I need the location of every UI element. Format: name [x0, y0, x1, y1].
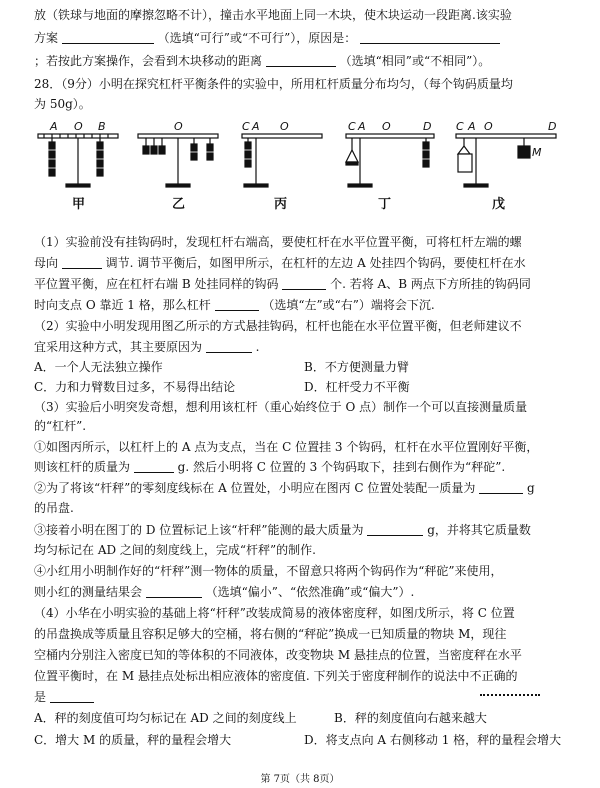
figure-caption: 丙	[274, 197, 288, 212]
point-label: B	[98, 120, 106, 133]
answer-blank	[146, 585, 202, 598]
text-line: （2）实验中小明发现用图乙所示的方式悬挂钩码，杠杆也能在水平位置平衡，但老师建议不	[34, 319, 522, 333]
text-line	[34, 481, 574, 496]
text-line: 的吊盘.	[34, 501, 74, 515]
point-label: A	[358, 120, 366, 133]
figure-yi	[138, 120, 218, 187]
option-d: D．杠杆受力不平衡	[304, 380, 410, 394]
option-c: C．力和力臂数目过多，不易得出结论	[34, 380, 236, 394]
point-label: C	[242, 120, 250, 133]
text-segment: 是	[34, 690, 47, 704]
text-segment: 时向支点 O 靠近 1 格，那么杠杆	[34, 298, 211, 312]
text-line	[34, 585, 574, 600]
text-segment: 则小红的测量结果会	[34, 585, 143, 599]
text-segment: ②为了将该“杆秤”的零刻度线标在 A 位置处，小明应在图丙 C 位置处装配一质量为	[34, 481, 476, 495]
text-segment: g. 然后小明将 C 位置的 3 个钩码取下，挂到右侧作为“秤砣”.	[177, 460, 506, 474]
answer-blank	[367, 523, 423, 536]
answer-blank	[360, 31, 500, 44]
option-c: C．增大 M 的质量，秤的量程会增大	[34, 733, 232, 747]
option-line	[34, 380, 574, 395]
page-footer: 第 7页（共 8页）	[260, 774, 340, 785]
text-line	[34, 298, 574, 313]
text-segment: （选填“可行”或“不可行”），原因是：	[157, 31, 357, 45]
answer-blank	[266, 54, 336, 67]
option-line	[34, 360, 574, 375]
figure-caption: 甲	[72, 197, 86, 212]
text-line	[34, 54, 574, 69]
text-line: 放（铁球与地面的摩擦忽略不计），撞击水平地面上同一木块，使木块运动一段距离.该实验	[34, 8, 512, 22]
text-line: ①如图丙所示，以杠杆上的 A 点为支点，当在 C 位置挂 3 个钩码，杠杆在水平位置刚好平衡，	[34, 440, 539, 454]
text-segment: 调节. 调节平衡后，如图甲所示，在杠杆的左边 A 处挂四个钩码，要使杠杆在水	[105, 256, 526, 270]
text-line	[34, 690, 574, 705]
text-segment: 则该杠杆的质量为	[34, 460, 131, 474]
point-label: O	[382, 120, 391, 133]
text-segment: ；若按此方案操作，会看到木块移动的距离	[34, 54, 263, 68]
figure-jia	[38, 120, 118, 187]
text-line: （4）小华在小明实验的基础上将“杆秤”改装成简易的液体密度秤，如图戊所示，将 C 位置	[34, 606, 515, 620]
text-line	[34, 31, 574, 46]
answer-blank	[62, 256, 102, 269]
point-label: C	[348, 120, 356, 133]
text-line	[34, 460, 574, 475]
question-28-stem: 为 50g）。	[34, 97, 91, 111]
text-line	[34, 523, 574, 538]
text-segment: 母向	[34, 256, 59, 270]
option-a: A．一个人无法独立操作	[34, 360, 163, 374]
option-b: B．秤的刻度值向右越来越大	[334, 711, 487, 725]
text-line: 空桶内分别注入密度已知的等体积的不同液体，改变物块 M 悬挂点的位置，当密度秤在水平	[34, 648, 522, 662]
answer-blank	[50, 690, 94, 703]
text-line: （1）实验前没有挂钩码时，发现杠杆右端高，要使杠杆在水平位置平衡，可将杠杆左端的螺	[34, 235, 522, 249]
text-segment: 位置平衡时，在 M 悬挂点处标出相应液体的密度值. 下列关于密度秤制作的说法中不正确的	[34, 669, 518, 683]
question-28-stem: 28．（9分）小明在探究杠杆平衡条件的实验中，所用杠杆质量分布均匀，（每个钩码质量均	[34, 77, 513, 91]
figure-caption: 戊	[492, 197, 506, 212]
text-line	[34, 340, 574, 355]
figure-caption: 丁	[378, 197, 392, 212]
text-segment: 宜采用这种方式，其主要原因为	[34, 340, 203, 354]
figure-ding	[346, 120, 434, 187]
text-line: （3）实验后小明突发奇想，想利用该杠杆（重心始终位于 O 点）制作一个可以直接测量质量	[34, 400, 528, 414]
point-label: O	[484, 120, 493, 133]
text-line: 的“杠杆”.	[34, 419, 87, 433]
text-line: ④小红用小明制作好的“杆秤”测一物体的质量，不留意只将两个钩码作为“秤砣”来使用，	[34, 564, 503, 578]
text-segment: 平位置平衡，应在杠杆右端 B 处挂同样的钩码	[34, 277, 279, 291]
point-label: A	[252, 120, 260, 133]
answer-blank	[215, 298, 259, 311]
text-line	[34, 669, 574, 684]
answer-blank	[206, 340, 252, 353]
text-segment: （选填“相同”或“不相同”）。	[339, 54, 491, 68]
text-segment: 方案	[34, 31, 59, 45]
answer-blank	[62, 31, 154, 44]
text-segment: ③接着小明在图丁的 D 位置标记上该“杆秤”能测的最大质量为	[34, 523, 364, 537]
point-label: C	[456, 120, 464, 133]
text-segment: （选填“偏小”、“依然准确”或“偏大”）.	[205, 585, 415, 599]
option-line	[34, 711, 574, 726]
point-label: M	[532, 146, 542, 159]
option-d: D．将支点向 A 右侧移动 1 格，秤的量程会增大	[304, 733, 562, 747]
option-line	[34, 733, 574, 748]
figure-caption: 乙	[172, 197, 186, 212]
text-line	[34, 277, 574, 292]
text-line: 均匀标记在 AD 之间的刻度线上，完成“杆秤”的制作.	[34, 543, 317, 557]
answer-blank	[282, 277, 326, 290]
point-label: O	[74, 120, 83, 133]
point-label: O	[280, 120, 289, 133]
text-line: 的吊盘换成等质量且容积足够大的空桶，将右侧的“秤砣”换成一已知质量的物块 M，现往	[34, 627, 507, 641]
text-segment: g	[527, 481, 535, 495]
text-segment: （选填“左”或“右”）端将会下沉.	[262, 298, 435, 312]
lever-figures	[30, 112, 570, 216]
text-segment: .	[255, 340, 260, 354]
option-a: A．秤的刻度值可均匀标记在 AD 之间的刻度线上	[34, 711, 297, 725]
text-line	[34, 256, 574, 271]
option-b: B．不方便测量力臂	[304, 360, 409, 374]
text-segment: 个. 若将 A、B 两点下方所挂的钩码同	[330, 277, 531, 291]
figure-wu	[456, 120, 556, 187]
point-label: A	[468, 120, 476, 133]
point-label: O	[174, 120, 183, 133]
point-label: D	[423, 120, 432, 133]
point-label: D	[548, 120, 557, 133]
answer-blank	[134, 460, 174, 473]
figure-bing	[242, 120, 322, 187]
point-label: A	[50, 120, 58, 133]
text-segment: g，并将其它质量数	[427, 523, 531, 537]
answer-blank	[479, 481, 523, 494]
